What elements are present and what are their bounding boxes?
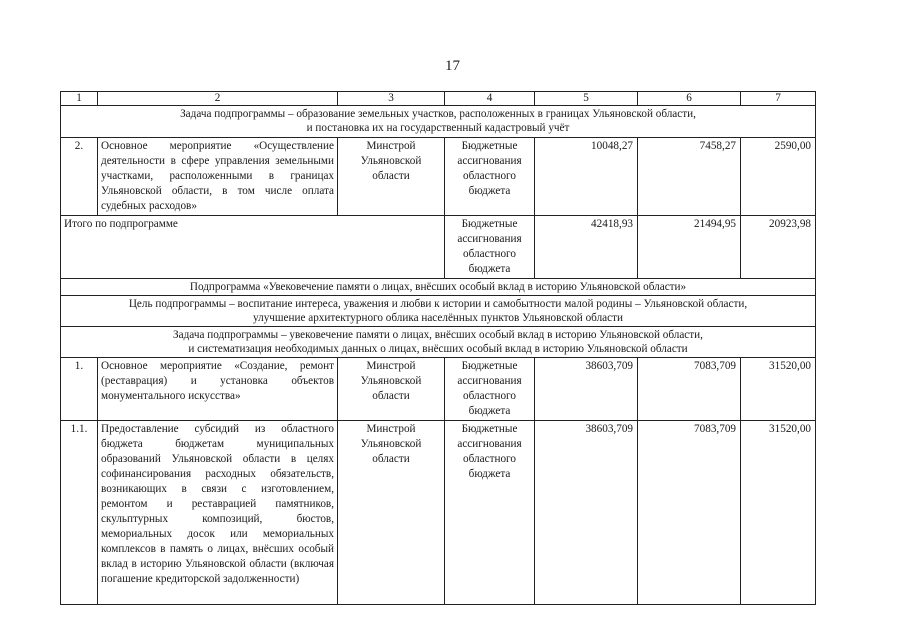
row-number: 1. [61,358,98,421]
table-row [61,358,816,421]
amount-total: 38603,709 [535,421,638,605]
activity-name: Основное мероприятие «Осуществление деятельности в сфере управления земельными участками, расположенными в границах Ульяновской области, в том числе оплата судебных расходов» [98,138,338,216]
amount-year-1: 21494,95 [638,216,741,279]
header-cell: 6 [638,92,741,106]
row-number: 1.1. [61,421,98,605]
header-cell: 7 [741,92,816,106]
header-cell: 2 [98,92,338,106]
funding-source: Бюджетные ассигнования областного бюджета [445,358,535,421]
activity-name: Предоставление субсидий из областного бюджета бюджетам муниципальных образований Ульяновской области в целях софинансирования расходных обязательств, возникающих в связи с изготовлением, ремонтом и реставрацией памятников, скульптурных композиций, бюстов, мемориальных досок или мемориальных комплексов в память о лицах, внёсших особый вклад в историю Ульяновской области (включая погашение кредиторской задолженности) [98,421,338,605]
row-number: 2. [61,138,98,216]
page-number: 17 [445,58,460,74]
table-header-row [61,92,816,106]
table-row [61,138,816,216]
funding-source: Бюджетные ассигнования областного бюджета [445,216,535,279]
table-row [61,421,816,605]
subprogram-title-row [61,279,816,296]
funding-source: Бюджетные ассигнования областного бюджета [445,421,535,605]
subprogram-title: Подпрограмма «Увековечение памяти о лицах, внёсших особый вклад в историю Ульяновской области» [61,279,816,296]
task-text: Задача подпрограммы – образование земельных участков, расположенных в границах Ульяновской области, и постановка их на государственный кадастровый учёт [61,106,816,138]
task-text: Задача подпрограммы – увековечение памяти о лицах, внёсших особый вклад в историю Ульяновской области, и систематизация необходимых данных о лицах, внёсших особый вклад в историю Ульяновской области [61,327,816,358]
executor: Минстрой Ульяновской области [338,138,445,216]
amount-total: 10048,27 [535,138,638,216]
activity-name: Основное мероприятие «Создание, ремонт (реставрация) и установка объектов монументального искусства» [98,358,338,421]
task-row [61,327,816,358]
header-cell: 1 [61,92,98,106]
amount-year-1: 7083,709 [638,358,741,421]
total-label: Итого по подпрограмме [61,216,445,279]
header-cell: 3 [338,92,445,106]
executor: Минстрой Ульяновской области [338,421,445,605]
goal-text: Цель подпрограммы – воспитание интереса, уважения и любви к истории и самобытности малой родины – Ульяновской области, улучшение архитектурного облика населённых пунктов Ульяновской области [61,296,816,327]
amount-year-2: 31520,00 [741,421,816,605]
funding-source: Бюджетные ассигнования областного бюджета [445,138,535,216]
program-table [60,91,816,605]
amount-total: 42418,93 [535,216,638,279]
header-cell: 4 [445,92,535,106]
amount-year-2: 31520,00 [741,358,816,421]
amount-year-2: 20923,98 [741,216,816,279]
amount-total: 38603,709 [535,358,638,421]
goal-row [61,296,816,327]
amount-year-1: 7083,709 [638,421,741,605]
amount-year-1: 7458,27 [638,138,741,216]
task-row [61,106,816,138]
header-cell: 5 [535,92,638,106]
total-row [61,216,816,279]
amount-year-2: 2590,00 [741,138,816,216]
executor: Минстрой Ульяновской области [338,358,445,421]
